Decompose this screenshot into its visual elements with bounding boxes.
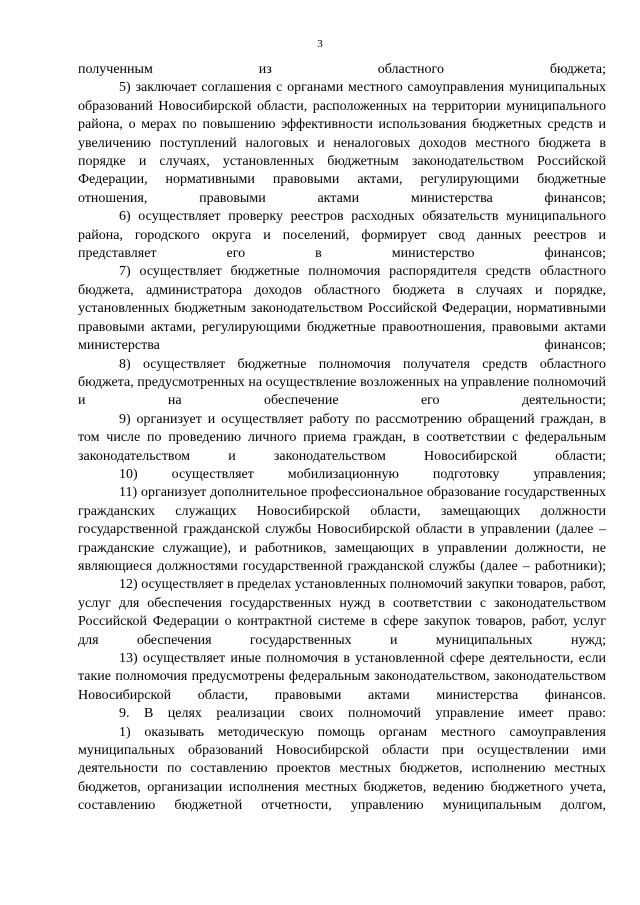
- paragraph: 11) организует дополнительное профессиональное образование государственных гражданских служащих Новосибирской области, замещающих должности государственной гражданской службы Новосибирской области в управлении (далее – гражданские служащие), и работников, замещающих в управлении должности, не являющиеся должностями государственной гражданской службы (далее – работники);: [78, 485, 606, 574]
- paragraph: 5) заключает соглашения с органами местного самоуправления муниципальных образований Новосибирской области, расположенных на территории муниципального района, о мерах по повышению эффективности использования бюджетных средств и увеличению поступлений налоговых и неналоговых доходов местного бюджета в порядке и случаях, установленных бюджетным законодательством Российской Федерации, нормативными правовыми актами, регулирующими бюджетные отношения, правовыми актами министерства финансов;: [78, 80, 606, 206]
- paragraph: полученным из областного бюджета;: [78, 62, 606, 77]
- paragraph: 13) осуществляет иные полномочия в установленной сфере деятельности, если такие полномочия предусмотрены федеральным законодательством, законодательством Новосибирской области, правовыми актами министерства финансов.: [78, 651, 606, 703]
- paragraph: 6) осуществляет проверку реестров расходных обязательств муниципального района, городского округа и поселений, формирует свод данных реестров и представляет его в министерство финансов;: [78, 209, 606, 262]
- document-body: [78, 61, 606, 816]
- section-heading: 9. В целях реализации своих полномочий управление имеет право:: [119, 706, 606, 722]
- paragraph: 9) организует и осуществляет работу по рассмотрению обращений граждан, в том числе по проведению личного приема граждан, в соответствии с федеральным законодательством и законодательством Новосибирской области;: [78, 411, 606, 464]
- paragraph: 8) осуществляет бюджетные полномочия получателя средств областного бюджета, предусмотренных на осуществление возложенных на управление полномочий и на обеспечение его деятельности;: [78, 356, 606, 409]
- paragraph: 1) оказывать методическую помощь органам местного самоуправления муниципальных образований Новосибирской области при осуществлении ими деятельности по составлению проектов местных бюджетов, исполнению местных бюджетов, организации исполнения местных бюджетов, ведению бюджетного учета, составлению бюджетной отчетности, управлению муниципальным долгом,: [78, 724, 606, 814]
- paragraph: 10) осуществляет мобилизационную подготовку управления;: [119, 466, 606, 482]
- paragraph: 7) осуществляет бюджетные полномочия распорядителя средств областного бюджета, администратора доходов областного бюджета в случаях и порядке, установленных бюджетным законодательством Российской Федерации, нормативными правовыми актами, регулирующими бюджетные правоотношения, правовыми актами министерства финансов;: [78, 264, 606, 354]
- paragraph: 12) осуществляет в пределах установленных полномочий закупки товаров, работ, услуг для обеспечения государственных нужд в соответствии с законодательством Российской Федерации о контрактной системе в сфере закупок товаров, работ, услуг для обеспечения государственных и муниципальных нужд;: [78, 577, 606, 648]
- page-number: 3: [317, 38, 323, 50]
